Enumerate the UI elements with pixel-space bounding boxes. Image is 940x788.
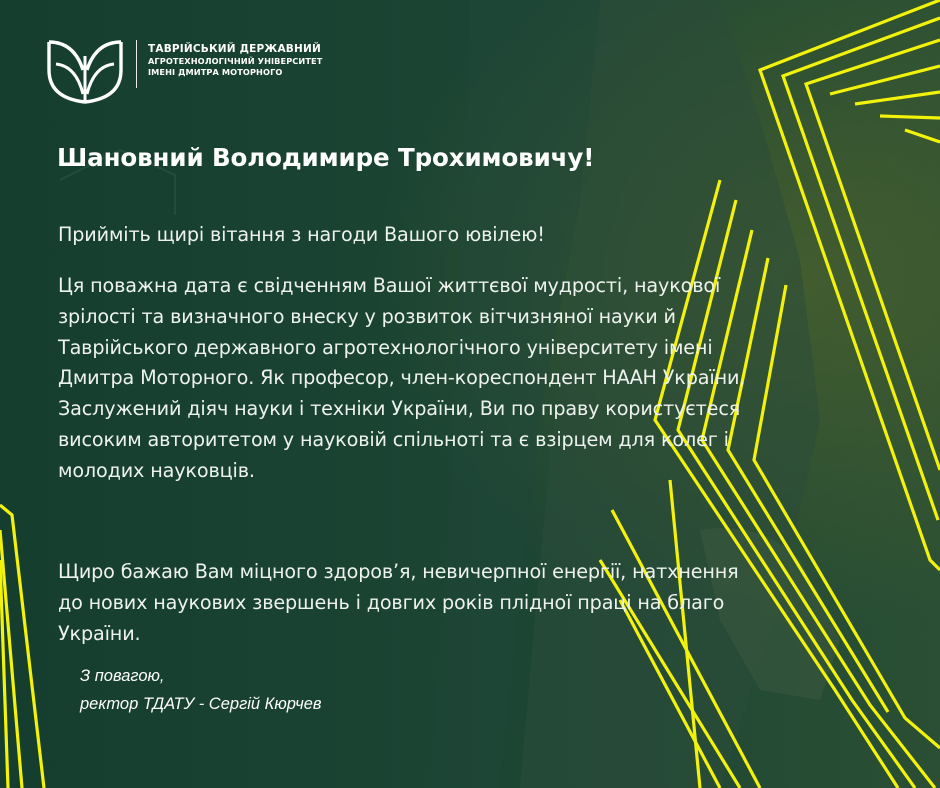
logo-divider: [136, 40, 137, 88]
signature-line1: З повагою,: [80, 667, 165, 685]
greeting-paragraph-1: Прийміть щирі вітання з нагоди Вашого ювілею!: [58, 223, 545, 246]
signature-line2: ректор ТДАТУ - Сергій Кюрчев: [80, 695, 322, 713]
leaf-book-logo: [46, 36, 124, 106]
university-name-line1: ТАВРІЙСЬКИЙ ДЕРЖАВНИЙ: [148, 43, 321, 55]
greeting-title: Шановний Володимире Трохимовичу!: [57, 143, 595, 172]
greeting-paragraph-3: Щиро бажаю Вам міцного здоров’я, невичерпної енергії, натхнення до нових наукових звершень і довгих років плідної праці на благо України.: [58, 560, 739, 645]
university-name-line3: ІМЕНІ ДМИТРА МОТОРНОГО: [148, 67, 283, 77]
greeting-paragraph-2: Ця поважна дата є свідченням Вашої життєвої мудрості, наукової зрілості та визначного внеску у розвиток вітчизняної науки й Таврійського державного агротехнологічного університету імені Дмитра Моторного. Як професор, член-кореспондент НААН України, Заслужений діяч науки і техніки України, Ви по праву користуєтеся високим авторитетом у науковій спільноті та є взірцем для колег і молодих науковців.: [58, 274, 746, 482]
university-name-line2: АГРОТЕХНОЛОГІЧНИЙ УНІВЕРСИТЕТ: [148, 56, 323, 66]
university-name: [148, 42, 322, 78]
signature: [80, 662, 322, 718]
